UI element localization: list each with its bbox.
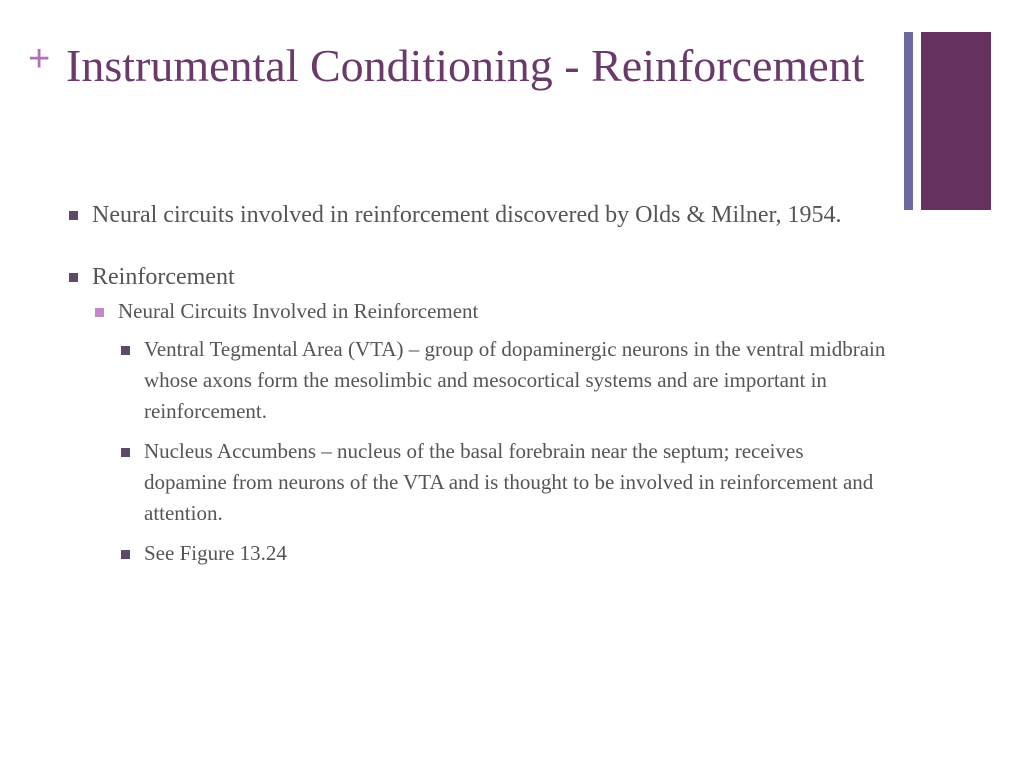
sub-sub-bullet-text: Ventral Tegmental Area (VTA) – group of dopaminergic neurons in the ventral midbrain whose axons form the mesolimbic and mesocortical systems and are important in reinforcement. [144, 337, 886, 423]
bullet-text: Neural circuits involved in reinforcement discovered by Olds & Milner, 1954. [92, 202, 842, 228]
bullet-list [66, 198, 886, 569]
sub-sub-bullet-text: Nucleus Accumbens – nucleus of the basal forebrain near the septum; receives dopamine from neurons of the VTA and is thought to be involved in reinforcement and attention. [144, 439, 874, 525]
square-bullet-icon [121, 346, 130, 355]
bullet-item [66, 198, 886, 232]
sub-bullet-item [92, 296, 886, 569]
sub-sub-bullet-item [118, 538, 886, 569]
slide-body [66, 198, 886, 578]
slide-title: Instrumental Conditioning - Reinforcement [66, 40, 865, 91]
sub-sub-bullet-text: See Figure 13.24 [144, 541, 287, 565]
sub-sub-bullet-item [118, 334, 886, 427]
square-bullet-icon [69, 211, 78, 220]
square-bullet-icon [121, 550, 130, 559]
square-bullet-icon [121, 448, 130, 457]
sub-bullet-text: Neural Circuits Involved in Reinforcement [118, 299, 479, 323]
sub-sub-bullet-list [118, 334, 886, 569]
square-bullet-icon [95, 308, 104, 317]
bullet-item [66, 260, 886, 569]
bullet-text: Reinforcement [92, 264, 235, 290]
accent-bar-thick [921, 32, 991, 210]
sub-sub-bullet-item [118, 436, 886, 529]
accent-bar-thin [904, 32, 913, 210]
square-bullet-icon [69, 273, 78, 282]
sub-bullet-list [92, 296, 886, 569]
plus-icon: + [28, 38, 51, 80]
